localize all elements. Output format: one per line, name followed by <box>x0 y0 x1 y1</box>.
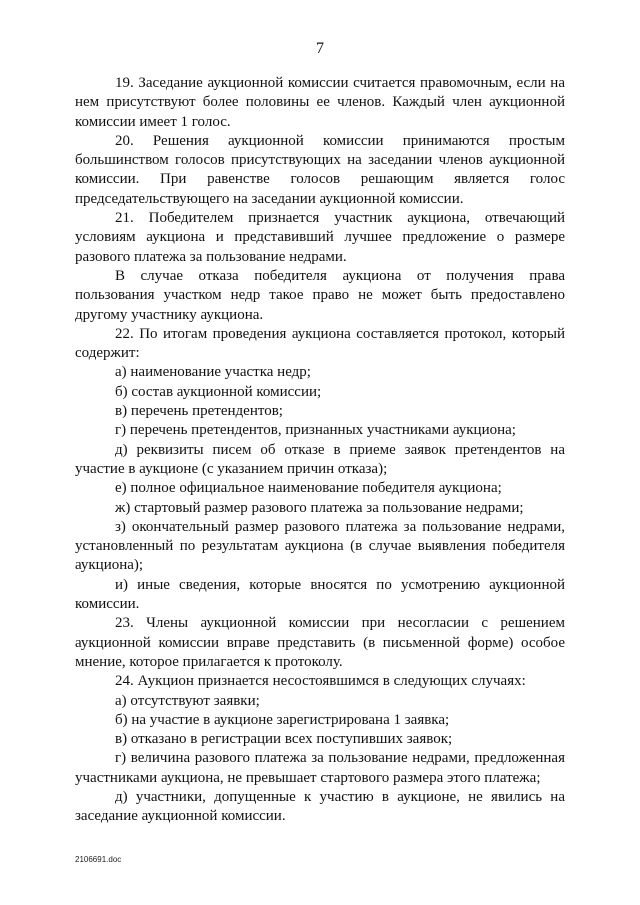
paragraph: В случае отказа победителя аукциона от получения права пользования участком недр такое право не может быть предоставлено другому участнику аукциона. <box>75 267 565 323</box>
list-item: и) иные сведения, которые вносятся по усмотрению аукционной комиссии. <box>75 576 565 613</box>
list-item: г) перечень претендентов, признанных участниками аукциона; <box>115 422 516 439</box>
paragraph: 20. Решения аукционной комиссии принимаются простым большинством голосов присутствующих на заседании членов аукционной комиссии. При равенстве голосов решающим является голос председательствующего на заседании аукционной комиссии. <box>75 132 565 207</box>
list-item: г) величина разового платежа за пользование недрами, предложенная участниками аукциона, не превышает стартового размера этого платежа; <box>75 750 565 786</box>
list-item: б) на участие в аукционе зарегистрирована 1 заявка; <box>115 711 450 728</box>
paragraph: 19. Заседание аукционной комиссии считается правомочным, если на нем присутствуют более половины ее членов. Каждый член аукционной комиссии имеет 1 голос. <box>75 75 565 130</box>
list-item: а) наименование участка недр; <box>115 364 311 381</box>
document-body <box>75 74 565 827</box>
list-item: б) состав аукционной комиссии; <box>115 383 322 400</box>
list-item: в) перечень претендентов; <box>115 403 283 420</box>
list-item: д) реквизиты писем об отказе в приеме заявок претендентов на участие в аукционе (с указанием причин отказа); <box>75 441 565 477</box>
list-item: е) полное официальное наименование победителя аукциона; <box>115 480 502 497</box>
list-item: ж) стартовый размер разового платежа за пользование недрами; <box>115 499 524 516</box>
page-number: 7 <box>316 40 324 57</box>
paragraph: 24. Аукцион признается несостоявшимся в следующих случаях: <box>115 673 526 690</box>
list-item: з) окончательный размер разового платежа за пользование недрами, установленный по результатам аукциона (в случае выявления победителя аукциона); <box>75 518 565 574</box>
list-item: а) отсутствуют заявки; <box>115 692 260 709</box>
list-item: в) отказано в регистрации всех поступивших заявок; <box>115 731 453 748</box>
list-item: д) участники, допущенные к участию в аукционе, не явились на заседание аукционной комиссии. <box>75 788 565 825</box>
paragraph: 22. По итогам проведения аукциона составляется протокол, который содержит: <box>75 325 565 362</box>
file-name-footer: 2106691.doc <box>75 855 122 864</box>
paragraph: 23. Члены аукционной комиссии при несогласии с решением аукционной комиссии вправе представить (в письменной форме) особое мнение, которое прилагается к протоколу. <box>75 615 565 670</box>
paragraph: 21. Победителем признается участник аукциона, отвечающий условиям аукциона и представивший лучшее предложение о размере разового платежа за пользование недрами. <box>75 210 565 265</box>
